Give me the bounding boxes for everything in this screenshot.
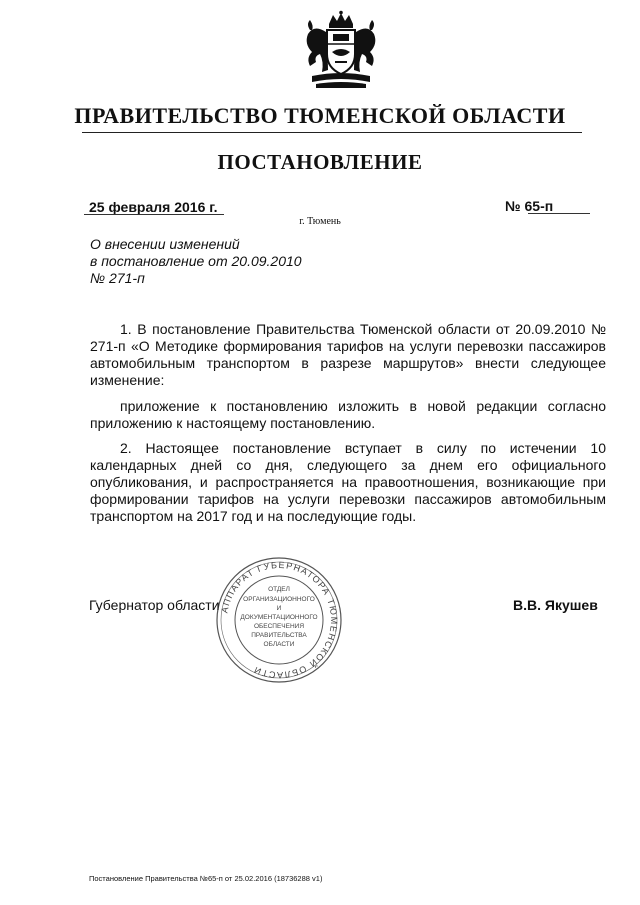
official-seal-icon [214, 555, 344, 685]
document-city: г. Тюмень [299, 216, 341, 227]
document-number: № 65-п [505, 198, 554, 214]
seal-text-line: ДОКУМЕНТАЦИОННОГО [240, 614, 318, 621]
seal-text-line: ОРГАНИЗАЦИОННОГО [243, 596, 315, 603]
signer-name: В.В. Якушев [513, 597, 598, 613]
number-underline [528, 213, 590, 214]
date-underline [84, 214, 224, 215]
body-paragraph-1: 1. В постановление Правительства Тюменской области от 20.09.2010 № 271-п «О Методике формирования тарифов на услуги перевозки пассажиров автомобильным транспортом в разрезе маршрутов» внести следующее изменение: [90, 321, 606, 388]
organization-title: ПРАВИТЕЛЬСТВО ТЮМЕНСКОЙ ОБЛАСТИ [74, 103, 566, 128]
body-paragraph-1-sub: приложение к постановлению изложить в новой редакции согласно приложению к настоящему постановлению. [90, 398, 606, 431]
document-footer: Постановление Правительства №65-п от 25.02.2016 (18736288 v1) [89, 874, 323, 883]
header-divider [82, 132, 582, 133]
seal-text-line: И [276, 605, 282, 612]
document-date: 25 февраля 2016 г. [89, 199, 218, 215]
signer-title: Губернатор области [89, 597, 220, 613]
subject-line: в постановление от 20.09.2010 [90, 253, 302, 269]
document-subject [90, 236, 302, 287]
seal-ring-text: АППАРАТ ГУБЕРНАТОРА ТЮМЕНСКОЙ ОБЛАСТИ [219, 559, 340, 681]
seal-text-line: ОТДЕЛ [268, 586, 290, 593]
document-type-title: ПОСТАНОВЛЕНИЕ [217, 150, 423, 174]
subject-line: О внесении изменений [90, 236, 240, 252]
seal-text-line: ОБЕСПЕЧЕНИЯ [253, 623, 305, 630]
seal-text-line: ПРАВИТЕЛЬСТВА [251, 632, 307, 639]
subject-line: № 271-п [90, 270, 145, 286]
seal-text-line: ОБЛАСТИ [263, 641, 295, 648]
body-paragraph-2: 2. Настоящее постановление вступает в силу по истечении 10 календарных дней со дня, следующего за днем его официального опубликования, и распространяется на правоотношения, возникающие при формировании тарифов на услуги перевозки пассажиров автомобильным транспортом на 2017 год и на последующие годы. [90, 440, 606, 524]
coat-of-arms-icon [302, 10, 380, 90]
document-body [90, 321, 606, 525]
